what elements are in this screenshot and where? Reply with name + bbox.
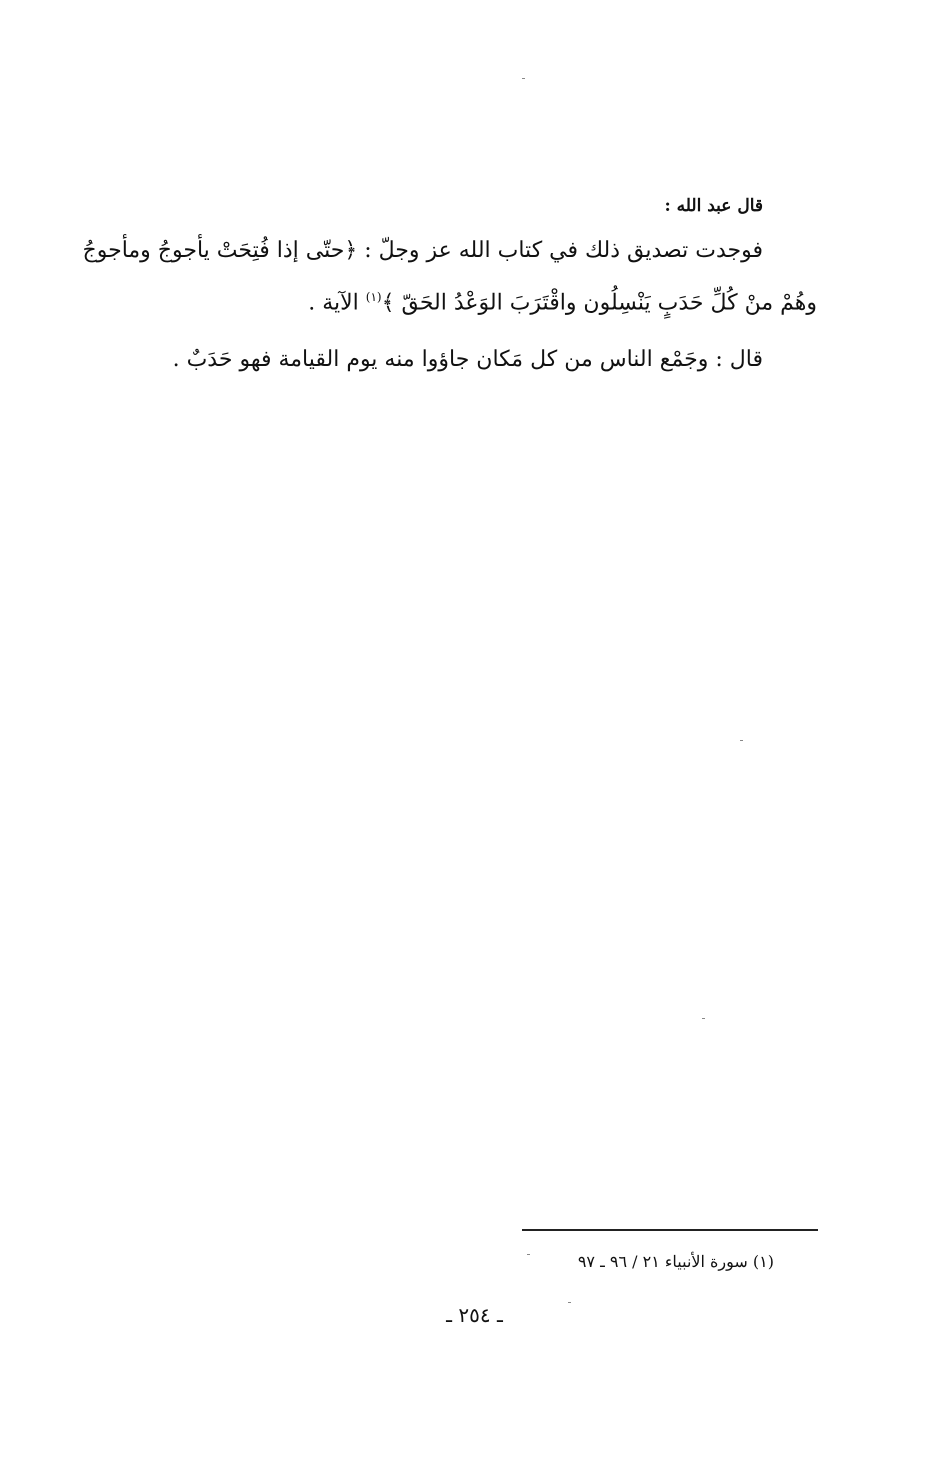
verse-line-1: فوجدت تصديق ذلك في كتاب الله عز وجلّ : ﴿حتّى إذا فُتِحَتْ يأجوجُ ومأجوجُ [82,238,763,263]
verse-line-2 [308,282,817,318]
scan-speck [568,1302,571,1303]
footnote-text: (١) سورة الأنبياء ٢١ / ٩٦ ـ ٩٧ [577,1252,774,1271]
page-number: ـ ٢٥٤ ـ [446,1303,503,1327]
scan-speck [740,740,743,741]
commentary-line: قال : وجَمْع الناس من كل مَكان جاؤوا منه يوم القيامة فهو حَدَبٌ . [172,347,763,372]
scan-speck [527,1254,530,1255]
scan-speck [522,78,525,79]
verse-tail: الآية . [308,290,366,316]
footnote-divider [522,1229,818,1231]
scan-speck [702,1018,705,1019]
verse-text: وهُمْ منْ كُلِّ حَدَبٍ يَنْسِلُون واقْتَرَبَ الوَعْدُ الحَقّ ﴾ [381,290,817,316]
footnote-reference: (١) [365,290,382,304]
section-heading: قال عبد الله : [664,196,763,216]
